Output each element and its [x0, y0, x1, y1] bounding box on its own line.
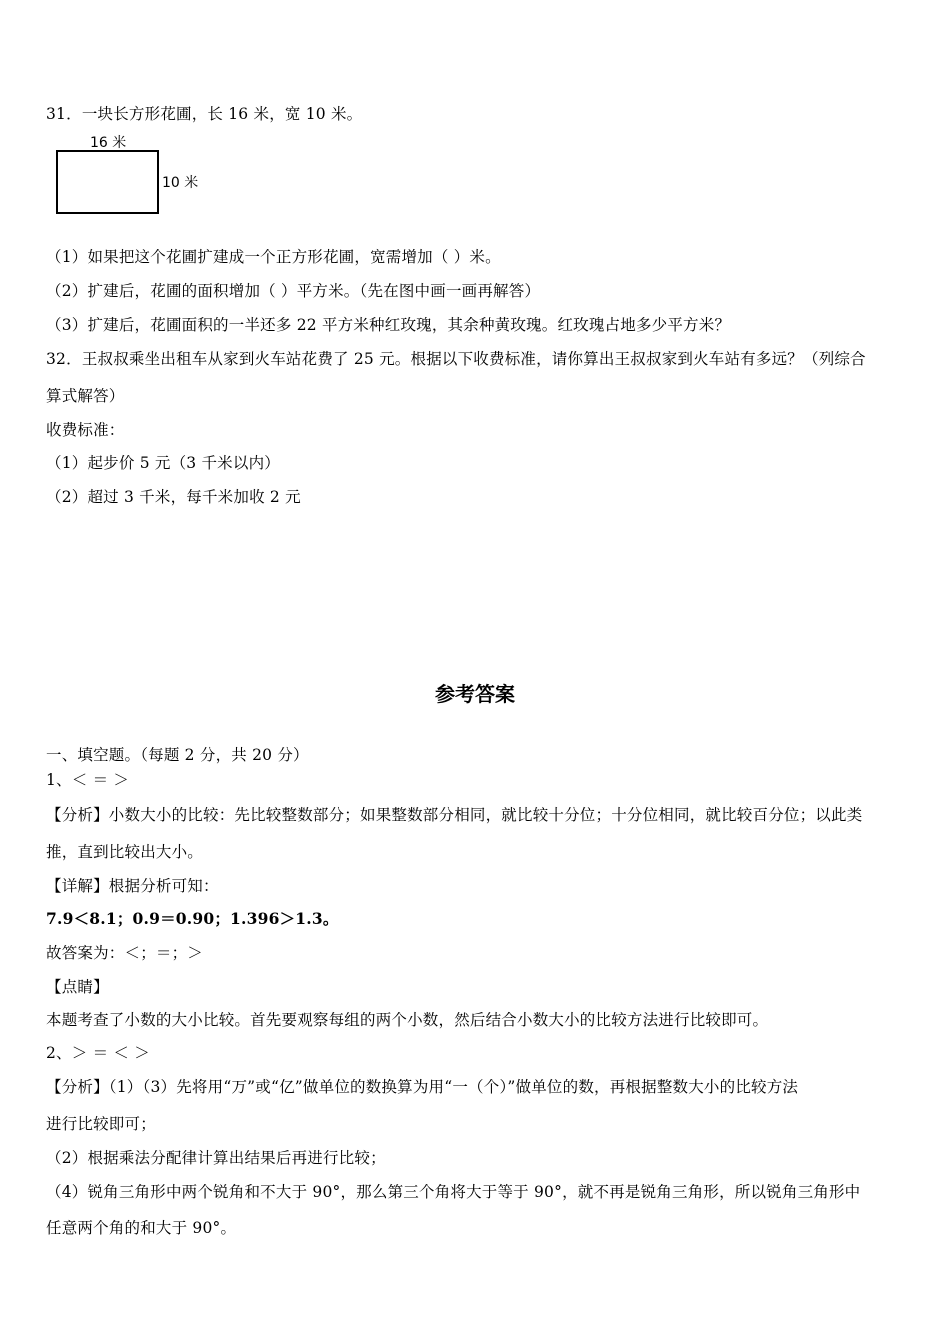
q32-line2: 算式解答） — [46, 387, 125, 405]
section-heading: 一、填空题。（每题 2 分，共 20 分） — [46, 746, 309, 764]
answers-title: 参考答案 — [435, 682, 515, 706]
length-label: 16 米 — [90, 135, 127, 151]
answer-2-analysis-4: （4）锐角三角形中两个锐角和不大于 90°，那么第三个角将大于等于 90°，就不再是锐角三角形，所以锐角三角形中 — [46, 1183, 861, 1201]
answer-1-tip: 【点睛】 — [46, 978, 109, 996]
q31-text: 31．一块长方形花圃，长 16 米，宽 10 米。 — [46, 105, 363, 123]
answer-2-analysis-3: （2）根据乘法分配律计算出结果后再进行比较； — [46, 1149, 386, 1167]
answer-1-analysis-2: 推，直到比较出大小。 — [46, 843, 204, 861]
width-label: 10 米 — [162, 175, 199, 191]
answer-1-detail: 【详解】根据分析可知： — [46, 877, 219, 895]
answer-1-calc: 7.9＜8.1；0.9＝0.90；1.396＞1.3。 — [46, 909, 339, 928]
rectangle-figure — [46, 128, 216, 223]
fee-rule-2: （2）超过 3 千米，每千米加收 2 元 — [46, 488, 301, 506]
answer-1-head: 1、＜ ＝ ＞ — [46, 771, 130, 789]
fee-title: 收费标准： — [46, 421, 125, 439]
q31-sub2: （2）扩建后，花圃的面积增加（ ）平方米。（先在图中画一画再解答） — [46, 282, 541, 300]
answer-2-analysis-5: 任意两个角的和大于 90°。 — [46, 1219, 237, 1237]
q32-line1: 32．王叔叔乘坐出租车从家到火车站花费了 25 元。根据以下收费标准，请你算出王叔叔家到火车站有多远？（列综合 — [46, 350, 866, 368]
answer-2-head: 2、＞ ＝ ＜ ＞ — [46, 1044, 150, 1062]
answer-1-analysis-1: 【分析】小数大小的比较：先比较整数部分；如果整数部分相同，就比较十分位；十分位相同，就比较百分位；以此类 — [46, 806, 863, 824]
q31-sub3: （3）扩建后，花圃面积的一半还多 22 平方米种红玫瑰，其余种黄玫瑰。红玫瑰占地多少平方米？ — [46, 316, 731, 334]
garden-rectangle — [57, 151, 158, 213]
answer-2-analysis-1: 【分析】（1）（3）先将用“万”或“亿”做单位的数换算为用“一（个）”做单位的数，再根据整数大小的比较方法 — [46, 1078, 799, 1096]
q31-sub1: （1）如果把这个花圃扩建成一个正方形花圃，宽需增加（ ）米。 — [46, 248, 501, 266]
answer-1-result: 故答案为：＜；＝；＞ — [46, 944, 204, 962]
answer-1-tip-text: 本题考查了小数的大小比较。首先要观察每组的两个小数，然后结合小数大小的比较方法进行比较即可。 — [46, 1011, 769, 1029]
answer-2-analysis-2: 进行比较即可； — [46, 1115, 156, 1133]
fee-rule-1: （1）起步价 5 元（3 千米以内） — [46, 454, 280, 472]
